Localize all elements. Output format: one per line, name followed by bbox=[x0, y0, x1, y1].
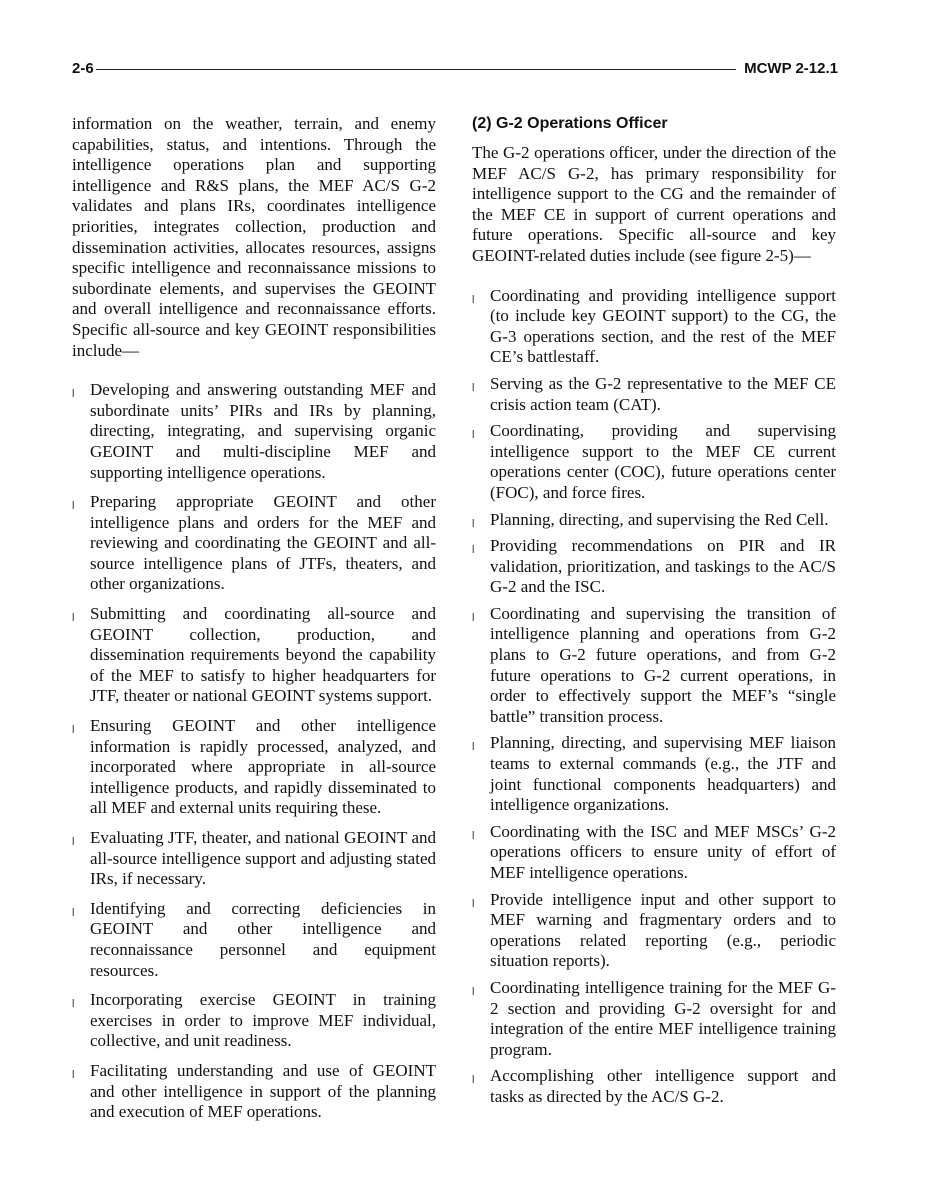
left-intro-paragraph: information on the weather, terrain, and enemy capabilities, status, and intentions. Through the intelligence operations plan and supporting intelligence and R&S plans, the MEF AC/S G-2 validates and plans IRs, coordinates intelligence priorities, integrates collection, production and dissemination activities, allocates resources, assigns specific intelligence and reconnaissance missions to subordinate elements, and supervises the GEOINT and overall intelligence and reconnaissance efforts. Specific all-source and key GEOINT responsibilities include— bbox=[72, 114, 436, 360]
list-item: l Identifying and correcting deficiencies in GEOINT and other intelligence and reconnaissance personnel and equipment resources. bbox=[72, 898, 436, 980]
bullet-marker-icon: l bbox=[72, 836, 75, 848]
list-item: l Coordinating, providing and supervising intelligence support to the MEF CE current operations center (COC), future operations center (FOC), and force fires. bbox=[472, 421, 836, 502]
bullet-marker-icon: l bbox=[472, 1074, 475, 1087]
bullet-marker-icon: l bbox=[472, 611, 475, 624]
bullet-marker-icon: l bbox=[472, 741, 475, 754]
bullet-marker-icon: l bbox=[72, 724, 75, 737]
list-item: l Accomplishing other intelligence support and tasks as directed by the AC/S G-2. bbox=[472, 1066, 836, 1106]
page-number: 2-6 bbox=[72, 60, 94, 77]
list-item: l Coordinating and supervising the transition of intelligence planning and operations from G-2 plans to G-2 future operations, and from G-2 future operations to G-2 current operations, in order to effectively support the MEF’s “single battle” transition process. bbox=[472, 603, 836, 726]
bullet-marker-icon: l bbox=[472, 897, 475, 910]
list-item: l Submitting and coordinating all-source and GEOINT collection, production, and dissemination requirements beyond the capability of the MEF to satisfy to higher headquarters for JTF, theater or national GEOINT systems support. bbox=[72, 604, 436, 706]
list-item: l Serving as the G-2 representative to the MEF CE crisis action team (CAT). bbox=[472, 373, 836, 414]
list-item: l Ensuring GEOINT and other intelligence information is rapidly processed, analyzed, and incorporated where appropriate in all-source intelligence products, and rapidly disseminated to all MEF and external units requiring these. bbox=[72, 716, 436, 818]
page-header bbox=[72, 56, 838, 80]
bullet-marker-icon: l bbox=[472, 293, 475, 306]
bullet-marker-icon: l bbox=[72, 998, 75, 1011]
right-bullet-list bbox=[472, 286, 836, 1108]
bullet-marker-icon: l bbox=[472, 985, 475, 998]
bullet-marker-icon: l bbox=[472, 544, 475, 557]
left-bullet-list bbox=[72, 380, 436, 1123]
list-item: l Providing recommendations on PIR and IR validation, prioritization, and taskings to the AC/S G-2 and the ISC. bbox=[472, 536, 836, 597]
section-heading: (2) G-2 Operations Officer bbox=[472, 115, 668, 132]
header-rule bbox=[96, 69, 736, 70]
list-item: l Coordinating intelligence training for the MEF G-2 section and providing G-2 oversight for and integration of the entire MEF intelligence training program. bbox=[472, 977, 836, 1059]
list-item: l Provide intelligence input and other support to MEF warning and fragmentary orders and to operations related reporting (e.g., periodic situation reports). bbox=[472, 889, 836, 971]
right-intro-paragraph: The G-2 operations officer, under the direction of the MEF AC/S G-2, has primary responsibility for intelligence support to the CG and the remainder of the MEF CE in support of current operations and future operations. Specific all-source and key GEOINT-related duties include (see figure 2-5)— bbox=[472, 143, 836, 265]
left-column bbox=[72, 114, 436, 1123]
list-item: l Coordinating with the ISC and MEF MSCs’ G-2 operations officers to ensure unity of effort of MEF intelligence operations. bbox=[472, 821, 836, 882]
bullet-marker-icon: l bbox=[472, 829, 475, 842]
bullet-marker-icon: l bbox=[72, 906, 75, 919]
bullet-marker-icon: l bbox=[472, 517, 475, 530]
document-id: MCWP 2-12.1 bbox=[738, 60, 838, 77]
bullet-marker-icon: l bbox=[72, 388, 75, 401]
bullet-marker-icon: l bbox=[472, 429, 475, 442]
bullet-marker-icon: l bbox=[472, 381, 475, 394]
list-item: l Planning, directing, and supervising MEF liaison teams to external commands (e.g., the JTF and joint functional components headquarters) and intelligence organizations. bbox=[472, 733, 836, 815]
bullet-marker-icon: l bbox=[72, 612, 75, 625]
right-column bbox=[472, 114, 836, 1108]
list-item: l Incorporating exercise GEOINT in training exercises in order to improve MEF individual, collective, and unit readiness. bbox=[72, 990, 436, 1051]
list-item: l Planning, directing, and supervising the Red Cell. bbox=[472, 510, 836, 531]
list-item: l Coordinating and providing intelligence support (to include key GEOINT support) to the CG, the G-3 operations section, and the rest of the MEF CE’s battlestaff. bbox=[472, 285, 836, 367]
list-item: l Facilitating understanding and use of GEOINT and other intelligence in support of the planning and execution of MEF operations. bbox=[72, 1060, 436, 1122]
list-item: l Developing and answering outstanding MEF and subordinate units’ PIRs and IRs by planning, directing, integrating, and supervising organic GEOINT and multi-discipline MEF and supporting intelligence operations. bbox=[72, 380, 436, 482]
list-item: l Preparing appropriate GEOINT and other intelligence plans and orders for the MEF and reviewing and coordinating the GEOINT and all-source intelligence plans of JTFs, theaters, and other organizations. bbox=[72, 492, 436, 594]
bullet-marker-icon: l bbox=[72, 500, 75, 513]
bullet-marker-icon: l bbox=[72, 1068, 75, 1081]
list-item: l Evaluating JTF, theater, and national GEOINT and all-source intelligence support and adjusting stated IRs, if necessary. bbox=[72, 828, 436, 889]
